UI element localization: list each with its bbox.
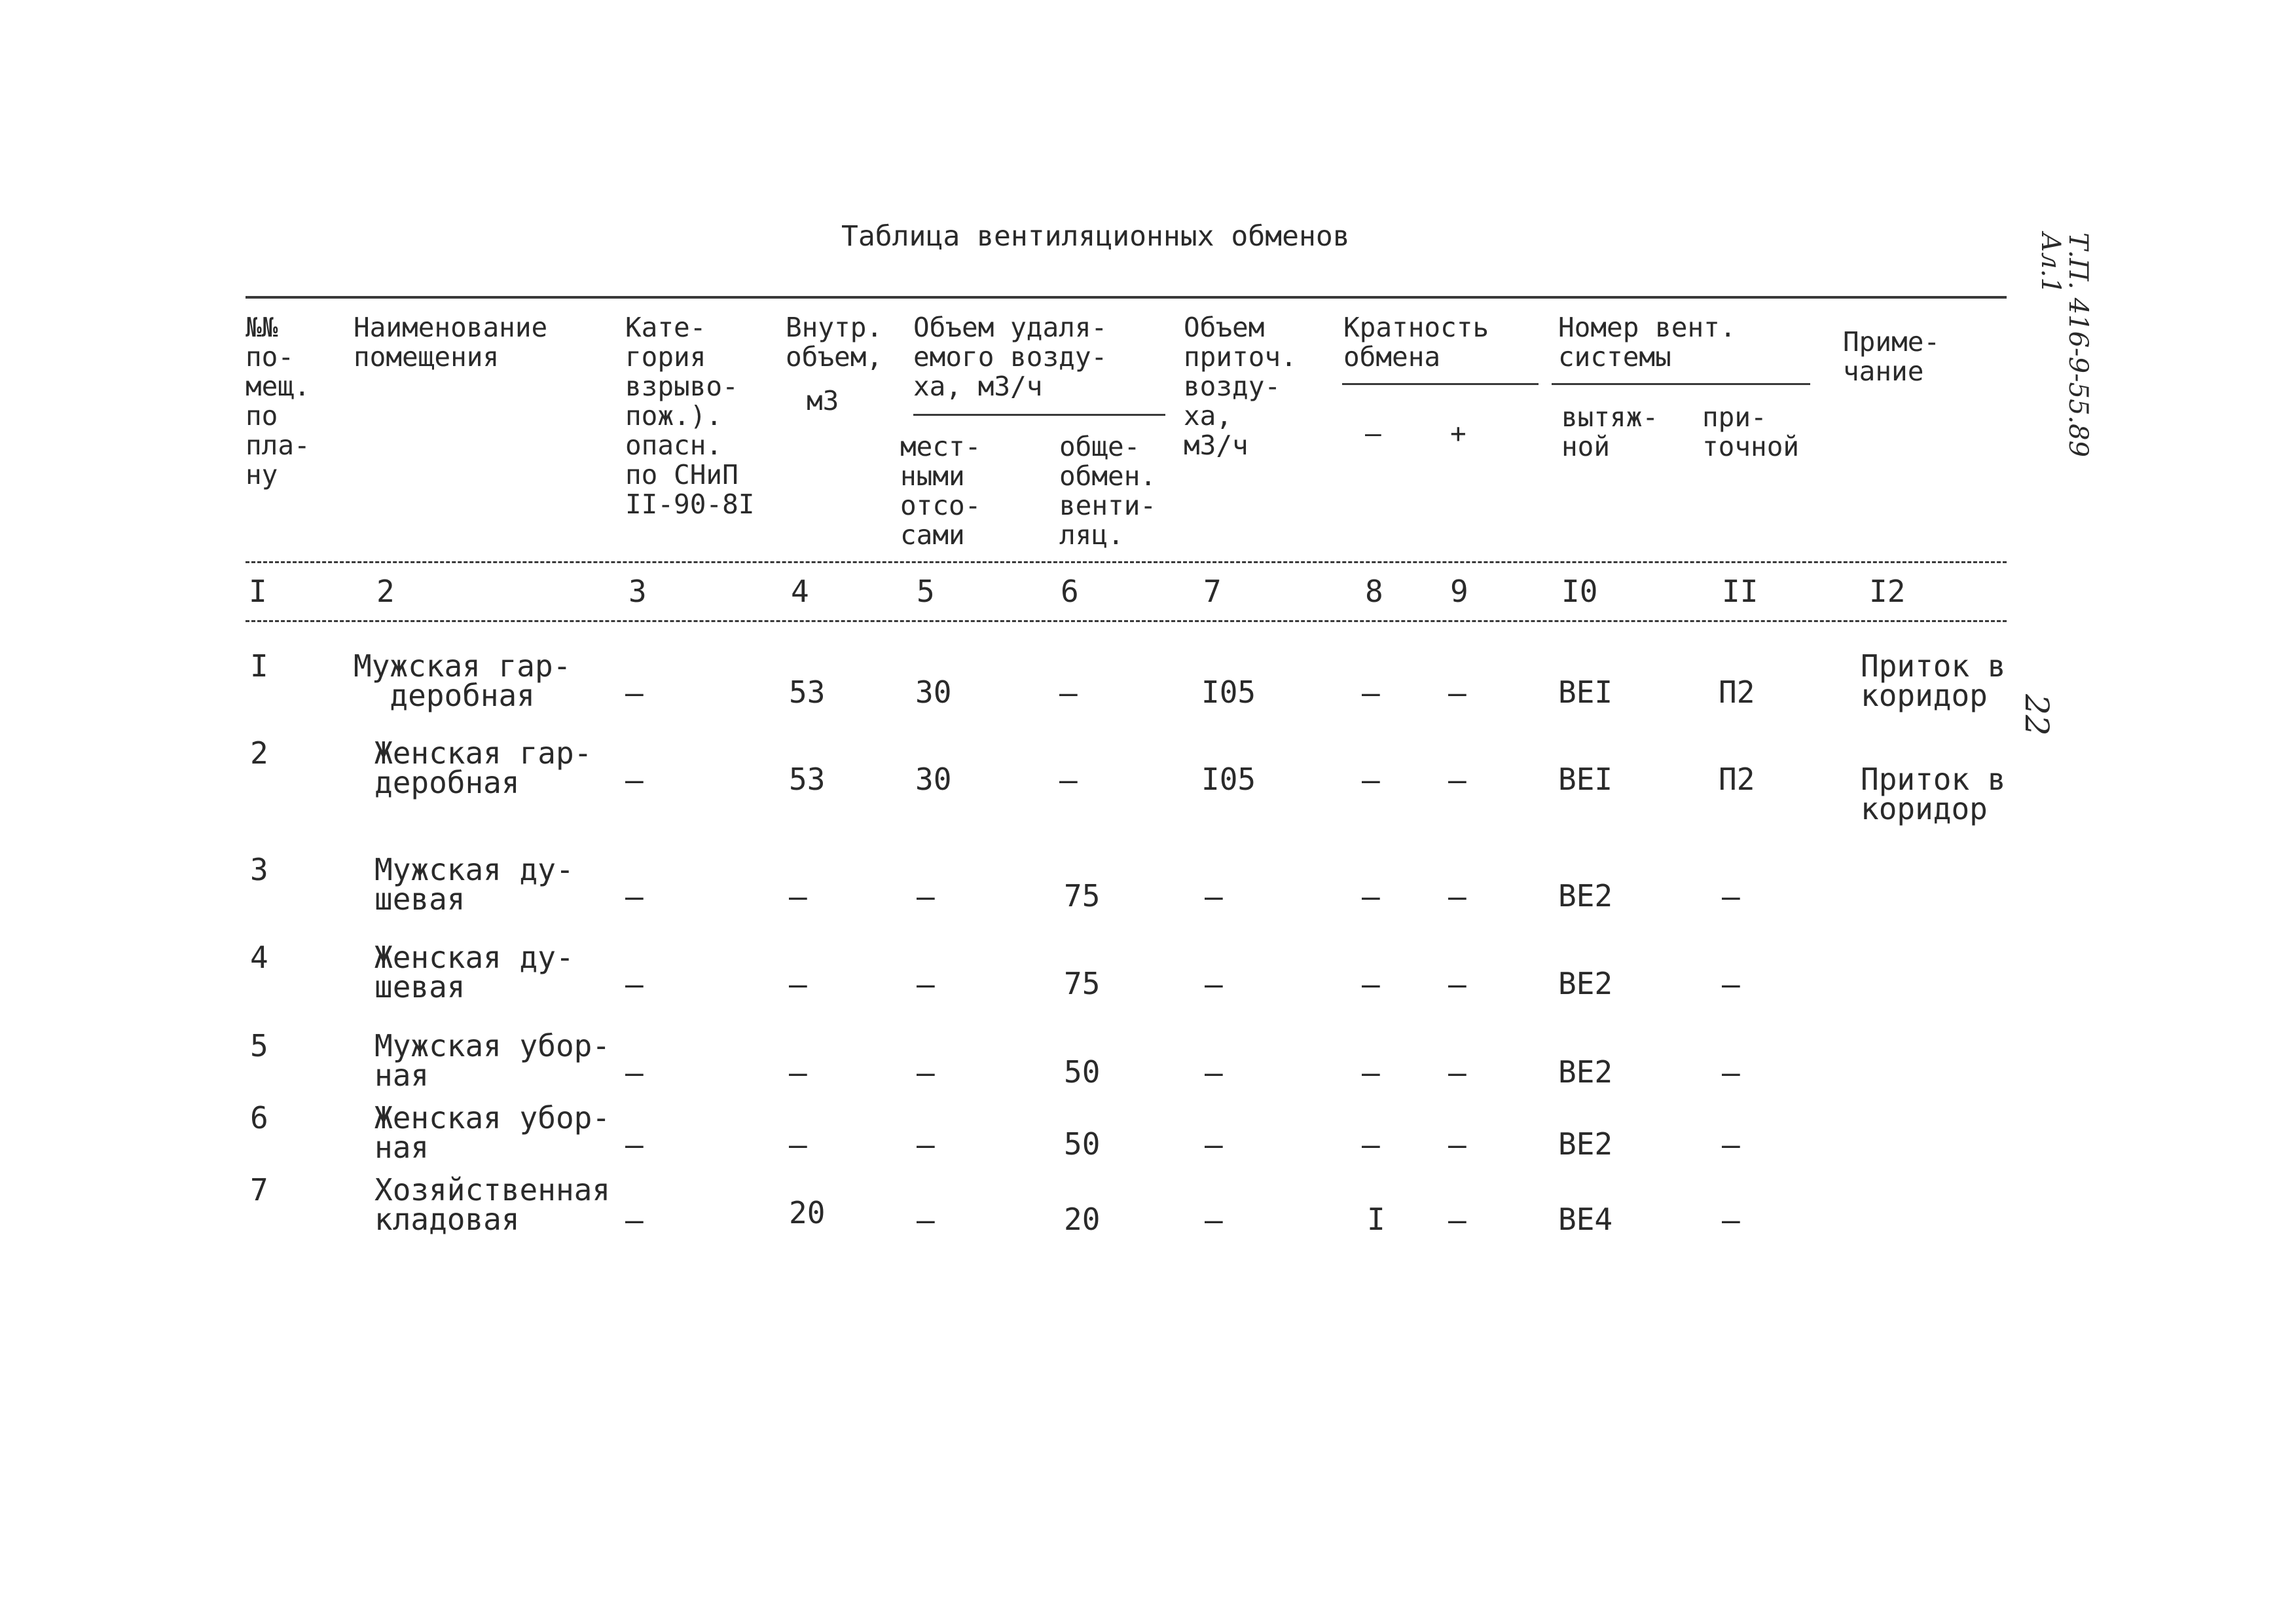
- cell-category: –: [625, 675, 644, 710]
- page-number: 22: [2018, 694, 2056, 736]
- cell-exhaust-system: ВЕ4: [1558, 1202, 1613, 1237]
- cell-exchange-plus: –: [1448, 1055, 1467, 1090]
- header-bottom-rule: [246, 561, 2007, 563]
- cell-exchange-plus: –: [1448, 1202, 1467, 1238]
- cell-room-number: 6: [250, 1100, 268, 1135]
- cell-local-exhaust: –: [917, 1127, 935, 1162]
- cell-note: Приток в коридор: [1861, 762, 2006, 826]
- cell-exhaust-system: ВЕI: [1558, 762, 1613, 797]
- header-exchange-minus: –: [1365, 418, 1381, 449]
- cell-exchange-plus: –: [1448, 879, 1467, 914]
- cell-category: –: [625, 762, 644, 798]
- cell-inner-volume: 53: [789, 762, 826, 797]
- header-vent-system: Номер вент. системы: [1558, 312, 1736, 373]
- cell-category: –: [625, 967, 644, 1002]
- cell-supply-system: –: [1722, 967, 1740, 1002]
- column-number: 9: [1450, 574, 1468, 609]
- cell-room-number: 4: [250, 940, 268, 975]
- cell-exchange-minus: –: [1362, 675, 1380, 710]
- header-exchange-plus: +: [1450, 418, 1467, 449]
- cell-exhaust-system: ВЕ2: [1558, 878, 1613, 913]
- header-subrule-vent-system: [1552, 383, 1810, 385]
- column-number: 7: [1203, 574, 1222, 609]
- column-number: 5: [917, 574, 935, 609]
- cell-general-exchange: 20: [1064, 1202, 1101, 1237]
- table-title: Таблица вентиляционных обменов: [841, 220, 1350, 253]
- cell-exchange-plus: –: [1448, 1127, 1467, 1162]
- cell-room-name: Женская гар- деробная: [374, 735, 592, 800]
- header-category: Кате- гория взрыво- пож.). опасн. по СНиП II-90-8I: [625, 312, 755, 520]
- header-subrule-removed-air: [913, 414, 1165, 416]
- cell-room-number: 2: [250, 735, 268, 771]
- cell-room-name: Мужская ду- шевая: [374, 852, 574, 917]
- cell-inner-volume: 20: [789, 1195, 826, 1230]
- cell-general-exchange: –: [1059, 762, 1078, 798]
- column-number: 8: [1365, 574, 1383, 609]
- column-number: 6: [1061, 574, 1079, 609]
- header-supply-air: Объем приточ. возду- ха, м3/ч: [1184, 312, 1297, 461]
- document-stamp: [2037, 232, 2092, 457]
- cell-inner-volume: –: [789, 1055, 807, 1090]
- header-room-number: №№ по- мещ. по пла- ну: [246, 312, 310, 490]
- cell-room-number: 7: [250, 1172, 268, 1208]
- cell-category: –: [625, 879, 644, 914]
- column-number: 2: [376, 574, 395, 609]
- cell-room-name: Женская ду- шевая: [374, 940, 574, 1005]
- cell-room-number: 3: [250, 852, 268, 887]
- cell-inner-volume: –: [789, 879, 807, 914]
- cell-local-exhaust: –: [917, 879, 935, 914]
- header-general-exchange: обще- обмен. венти- ляц.: [1059, 431, 1157, 551]
- top-rule: [246, 296, 2007, 299]
- cell-category: –: [625, 1055, 644, 1090]
- cell-category: –: [625, 1202, 644, 1238]
- cell-exchange-minus: –: [1362, 879, 1380, 914]
- cell-category: –: [625, 1127, 644, 1162]
- cell-room-name: Мужская гар- деробная: [354, 648, 572, 713]
- cell-room-number: I: [250, 648, 268, 684]
- header-exhaust-system: вытяж- ной: [1561, 401, 1659, 462]
- header-note: Приме- чание: [1843, 326, 1941, 387]
- cell-exhaust-system: ВЕ2: [1558, 966, 1613, 1001]
- cell-general-exchange: –: [1059, 675, 1078, 710]
- column-number: I0: [1561, 574, 1598, 609]
- cell-general-exchange: 75: [1064, 878, 1101, 913]
- cell-exchange-plus: –: [1448, 967, 1467, 1002]
- cell-exchange-minus: –: [1362, 762, 1380, 798]
- header-local-exhaust: мест- ными отсо- сами: [900, 431, 981, 551]
- cell-exchange-minus: I: [1367, 1202, 1385, 1237]
- cell-supply-system: –: [1722, 1055, 1740, 1090]
- header-exchange-rate: Кратность обмена: [1343, 312, 1489, 373]
- stamp-line-1: Т.П. 416-9-55.89: [2063, 232, 2093, 458]
- cell-inner-volume: –: [789, 1127, 807, 1162]
- cell-inner-volume: –: [789, 967, 807, 1002]
- cell-supply-system: П2: [1719, 762, 1755, 797]
- header-removed-air: Объем удаля- емого возду- ха, м3/ч: [913, 312, 1108, 402]
- cell-supply-system: –: [1722, 1202, 1740, 1238]
- cell-exchange-minus: –: [1362, 967, 1380, 1002]
- cell-supply-system: –: [1722, 1127, 1740, 1162]
- cell-local-exhaust: –: [917, 1055, 935, 1090]
- stamp-line-2: Ал.1: [2035, 232, 2066, 294]
- cell-supply-air: –: [1205, 879, 1223, 914]
- cell-supply-air: I05: [1201, 674, 1256, 710]
- cell-exhaust-system: ВЕI: [1558, 674, 1613, 710]
- cell-supply-system: П2: [1719, 674, 1755, 710]
- cell-local-exhaust: 30: [915, 674, 952, 710]
- cell-note: Приток в коридор: [1861, 648, 2006, 713]
- cell-exchange-plus: –: [1448, 675, 1467, 710]
- cell-local-exhaust: 30: [915, 762, 952, 797]
- cell-supply-air: I05: [1201, 762, 1256, 797]
- cell-inner-volume: 53: [789, 674, 826, 710]
- header-subrule-exchange-rate: [1342, 383, 1539, 385]
- cell-room-name: Мужская убор- ная: [374, 1028, 611, 1093]
- column-number: I2: [1869, 574, 1906, 609]
- header-inner-volume-unit: м3: [807, 385, 839, 416]
- cell-general-exchange: 50: [1064, 1054, 1101, 1090]
- column-number: I: [249, 574, 267, 609]
- cell-supply-air: –: [1205, 1202, 1223, 1238]
- cell-supply-air: –: [1205, 1055, 1223, 1090]
- cell-exchange-minus: –: [1362, 1055, 1380, 1090]
- cell-exhaust-system: ВЕ2: [1558, 1054, 1613, 1090]
- cell-general-exchange: 50: [1064, 1126, 1101, 1162]
- cell-local-exhaust: –: [917, 1202, 935, 1238]
- cell-local-exhaust: –: [917, 967, 935, 1002]
- cell-room-number: 5: [250, 1028, 268, 1063]
- header-supply-system: при- точной: [1702, 401, 1800, 462]
- header-room-name: Наименование помещения: [354, 312, 548, 373]
- cell-supply-system: –: [1722, 879, 1740, 914]
- cell-general-exchange: 75: [1064, 966, 1101, 1001]
- header-inner-volume: Внутр. объем,: [786, 312, 883, 373]
- column-number: 3: [629, 574, 647, 609]
- cell-supply-air: –: [1205, 967, 1223, 1002]
- cell-exchange-plus: –: [1448, 762, 1467, 798]
- cell-exhaust-system: ВЕ2: [1558, 1126, 1613, 1162]
- cell-supply-air: –: [1205, 1127, 1223, 1162]
- cell-room-name: Женская убор- ная: [374, 1100, 611, 1165]
- column-number: II: [1722, 574, 1758, 609]
- column-number: 4: [791, 574, 809, 609]
- cell-exchange-minus: –: [1362, 1127, 1380, 1162]
- column-numbers-rule: [246, 620, 2007, 622]
- cell-room-name: Хозяйственная кладовая: [374, 1172, 611, 1237]
